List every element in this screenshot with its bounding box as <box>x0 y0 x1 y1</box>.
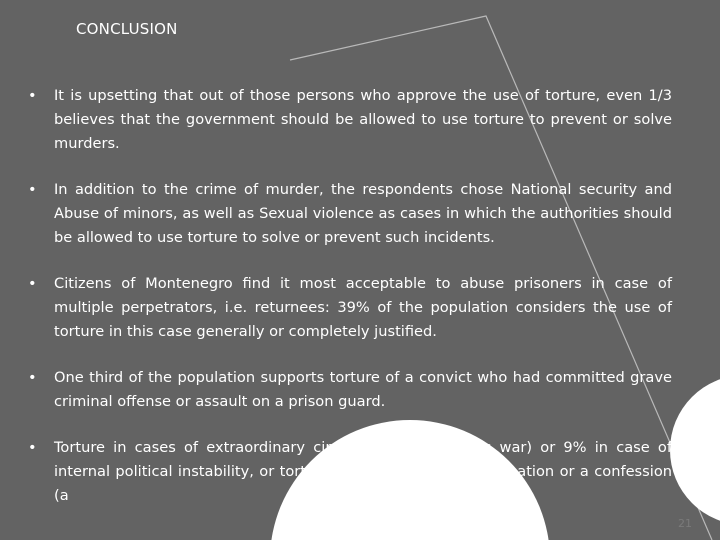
bullet-item <box>28 436 672 508</box>
bullet-dot-icon: • <box>28 275 37 292</box>
bullet-dot-icon: • <box>28 369 37 386</box>
bullet-item <box>28 272 672 344</box>
bullet-dot-icon: • <box>28 181 37 198</box>
bullet-item <box>28 178 672 250</box>
decorative-circle-right <box>670 375 720 525</box>
bullet-item <box>28 366 672 414</box>
bullet-text: Torture in cases of extraordinary circumstances (such as war) or 9% in case of internal political instability, or torture in order to obtain information or a confession (a <box>54 439 672 504</box>
bullet-text: One third of the population supports torture of a convict who had committed grave criminal offense or assault on a prison guard. <box>54 369 672 410</box>
bullet-list <box>28 84 672 530</box>
bullet-dot-icon: • <box>28 87 37 104</box>
bullet-dot-icon: • <box>28 439 37 456</box>
slide-title: CONCLUSION <box>76 20 178 38</box>
page-number: 21 <box>678 517 692 530</box>
bullet-item <box>28 84 672 156</box>
bullet-text: Citizens of Montenegro find it most acceptable to abuse prisoners in case of multiple perpetrators, i.e. returnees: 39% of the population considers the use of torture in this case generally or completely justified. <box>54 275 672 340</box>
bullet-text: It is upsetting that out of those persons who approve the use of torture, even 1/3 believes that the government should be allowed to use torture to prevent or solve murders. <box>54 87 672 152</box>
bullet-text: In addition to the crime of murder, the respondents chose National security and Abuse of minors, as well as Sexual violence as cases in which the authorities should be allowed to use torture to solve or prevent such incidents. <box>54 181 672 246</box>
